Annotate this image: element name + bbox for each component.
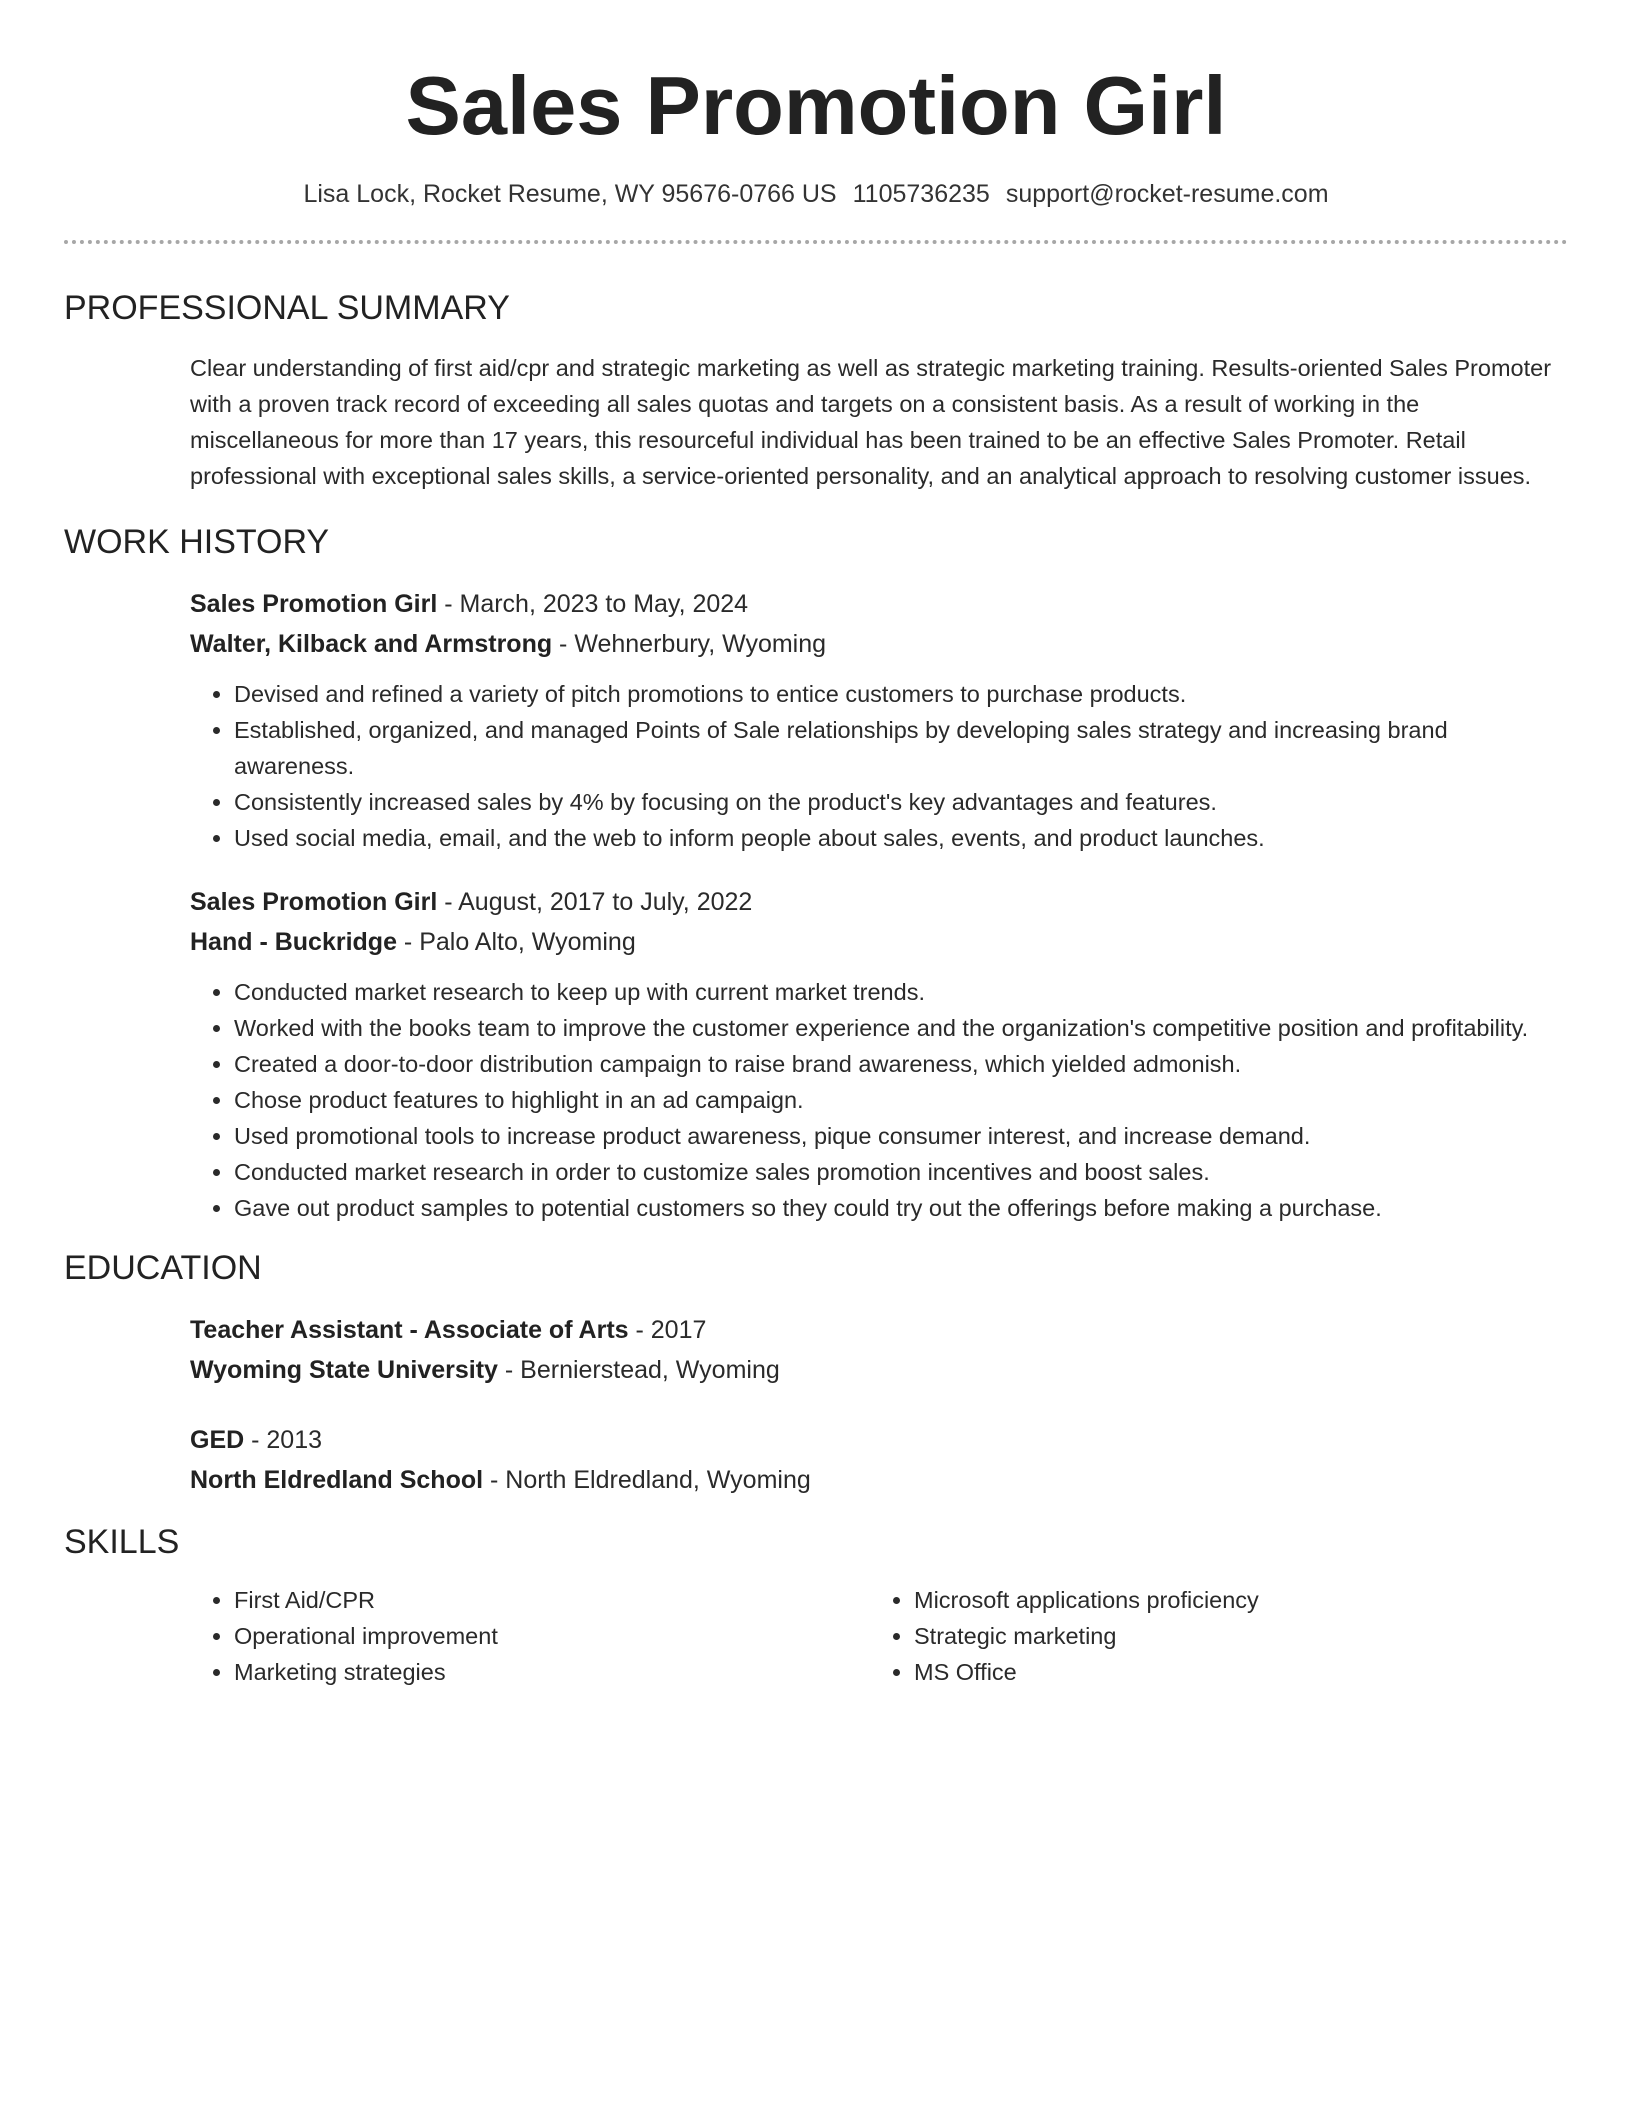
skill-item: • MS Office: [914, 1654, 1550, 1690]
education-degree: Teacher Assistant - Associate of Arts: [190, 1316, 629, 1344]
job-company: Hand - Buckridge: [190, 928, 397, 956]
skills-column-right: [870, 1582, 1550, 1690]
job-company-line: [190, 922, 1568, 962]
job-bullet: • Created a door-to-door distribution campaign to raise brand awareness, which yielded admonish.: [234, 1046, 1568, 1082]
job-entry: [190, 882, 1568, 1226]
summary-section: [190, 350, 1568, 494]
summary-text: Clear understanding of first aid/cpr and strategic marketing as well as strategic marketing training. Results-oriented Sales Promoter with a proven track record of exceeding all sales quotas and targets on a consistent basis. As a result of working in the miscellaneous for more than 17 years, this resourceful individual has been trained to be an effective Sales Promoter. Retail professional with exceptional sales skills, a service-oriented personality, and an analytical approach to resolving customer issues.: [190, 355, 1552, 489]
education-school-line: [190, 1350, 1568, 1390]
job-bullet: • Gave out product samples to potential customers so they could try out the offerings before making a purchase.: [234, 1190, 1568, 1226]
job-role-line: [190, 584, 1568, 624]
education-location: - Bernierstead, Wyoming: [497, 1356, 780, 1384]
summary-heading: PROFESSIONAL SUMMARY: [64, 289, 510, 327]
job-bullet: • Consistently increased sales by 4% by focusing on the product's key advantages and features.: [234, 784, 1568, 820]
resume-title: Sales Promotion Girl: [405, 59, 1227, 152]
job-bullets: [190, 974, 1568, 1226]
job-role: Sales Promotion Girl: [190, 590, 438, 618]
education-year: - 2013: [244, 1426, 323, 1454]
job-company-line: [190, 624, 1568, 664]
job-bullet: • Established, organized, and managed Points of Sale relationships by developing sales strategy and increasing brand awareness.: [234, 712, 1568, 784]
contact-line: [64, 178, 1568, 210]
education-school-line: [190, 1460, 1568, 1500]
job-company: Walter, Kilback and Armstrong: [190, 630, 553, 658]
skills-list: [190, 1582, 870, 1690]
education-entry: [190, 1420, 1568, 1500]
job-entry: [190, 584, 1568, 856]
job-bullet: • Conducted market research in order to customize sales promotion incentives and boost sales.: [234, 1154, 1568, 1190]
skills-column-left: [190, 1582, 870, 1690]
job-bullet: • Conducted market research to keep up with current market trends.: [234, 974, 1568, 1010]
skills-section: [190, 1582, 1568, 1690]
job-bullet: • Worked with the books team to improve the customer experience and the organization's competitive position and profitability.: [234, 1010, 1568, 1046]
skill-item: • Marketing strategies: [234, 1654, 870, 1690]
work-history-section: [190, 584, 1568, 1226]
skill-item: • Strategic marketing: [914, 1618, 1550, 1654]
resume-page: [64, 0, 1568, 1690]
job-bullet: • Devised and refined a variety of pitch promotions to entice customers to purchase products.: [234, 676, 1568, 712]
education-school: North Eldredland School: [190, 1466, 484, 1494]
job-role: Sales Promotion Girl: [190, 888, 438, 916]
education-location: - North Eldredland, Wyoming: [483, 1466, 811, 1494]
job-dates: - March, 2023 to May, 2024: [437, 590, 749, 618]
skills-heading: SKILLS: [64, 1523, 180, 1561]
education-entry: [190, 1310, 1568, 1390]
job-bullet: • Chose product features to highlight in an ad campaign.: [234, 1082, 1568, 1118]
job-location: - Wehnerbury, Wyoming: [552, 630, 827, 658]
skill-item: • Operational improvement: [234, 1618, 870, 1654]
skill-item: • Microsoft applications proficiency: [914, 1582, 1550, 1618]
education-degree-line: [190, 1420, 1568, 1460]
job-bullet: • Used promotional tools to increase product awareness, pique consumer interest, and increase demand.: [234, 1118, 1568, 1154]
education-heading: EDUCATION: [64, 1249, 262, 1287]
contact-phone: 1105736235: [852, 180, 990, 208]
job-location: - Palo Alto, Wyoming: [396, 928, 636, 956]
skill-item: • First Aid/CPR: [234, 1582, 870, 1618]
education-year: - 2017: [628, 1316, 707, 1344]
education-degree-line: [190, 1310, 1568, 1350]
education-section: [190, 1310, 1568, 1500]
job-role-line: [190, 882, 1568, 922]
job-bullet: • Used social media, email, and the web to inform people about sales, events, and product launches.: [234, 820, 1568, 856]
header-divider: [64, 240, 1568, 244]
contact-address: Lisa Lock, Rocket Resume, WY 95676-0766 US: [303, 180, 837, 208]
job-dates: - August, 2017 to July, 2022: [437, 888, 753, 916]
education-degree: GED: [190, 1426, 245, 1454]
work-history-heading: WORK HISTORY: [64, 523, 330, 561]
skills-list: [870, 1582, 1550, 1690]
job-bullets: [190, 676, 1568, 856]
education-school: Wyoming State University: [190, 1356, 498, 1384]
contact-email: support@rocket-resume.com: [1005, 180, 1329, 208]
